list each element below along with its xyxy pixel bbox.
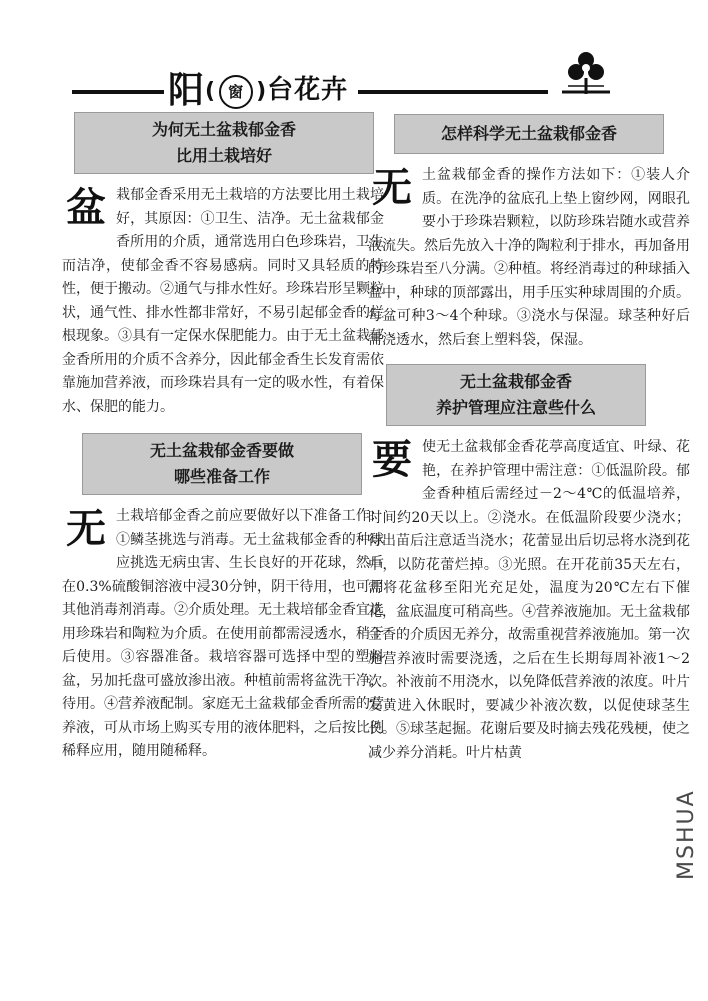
column-title: 阳( 窗 )台花卉 [168,70,349,111]
column-title-main: 阳 [168,70,206,111]
right-column [368,112,690,765]
watermark: MSHUA [674,789,699,880]
header-rule-left [72,90,164,94]
flower-logo-icon [556,50,616,100]
page-header [0,0,708,112]
section-body-1: 盆栽郁金香采用无土栽培的方法要比用土栽培好，其原因：①卫生、洁净。无土盆栽郁金香所用的介质，通常选用白色珍珠岩，卫生而洁净，使郁金香不容易感病。同时又具轻质的特性，便于搬动。②通气与排水性好。珍珠岩形呈颗粒状，通气性、排水性都非常好，不易引起郁金香的烂根现象。③具有一定保水保肥能力。由于无土盆栽郁金香所用的介质不含养分，因此郁金香生长发育需依靠施加营养液，而珍珠岩具有一定的吸水性，有着保水、保肥的能力。 [62,185,384,415]
left-column [62,112,384,764]
section-title-1: 为何无土盆栽郁金香 比用土栽培好 [74,112,374,174]
section-title-2: 无土盆栽郁金香要做 哪些准备工作 [82,433,362,495]
section-title-3: 怎样科学无土盆栽郁金香 [394,114,664,154]
column-title-seal: 窗 [219,75,253,109]
dropcap-3: 无 [372,165,412,211]
section-body-2: 无土栽培郁金香之前应要做好以下准备工作：①鳞茎挑选与消毒。无土盆栽郁金香的种球应挑选无病虫害、生长良好的开花球，然后在0.3%硫酸铜溶液中浸30分钟，阴干待用，也可用其他消毒剂消毒。②介质处理。无土栽培郁金香宜选用珍珠岩和陶粒为介质。在使用前都需浸透水，稍干后使用。③容器准备。栽培容器可选择中型的塑料盆，另加托盘可盛放渗出液。种植前需将盆洗干净，待用。④营养液配制。家庭无土盆栽郁金香所需的营养液，可从市场上购买专用的液体肥料，之后按比例稀释应用，随用随稀释。 [62,506,384,759]
section-body-4: 要使无土盆栽郁金香花葶高度适宜、叶绿、花艳，在养护管理中需注意：①低温阶段。郁金香种植后需经过－2～4℃的低温培养，时间约20天以上。②浇水。在低温阶段要少浇水；待出苗后注意适当浇水；花蕾显出后切忌将水浇到花中，以防花蕾烂掉。③光照。在开花前35天左右，需将花盆移至阳光充足处，温度为20℃左右下催花，盆底温度可稍高些。④营养液施加。无土盆栽郁金香的介质因无养分，故需重视营养液施加。第一次施营养液时需要浇透，之后在生长期每周补液1～2次。补液前不用浇水，以免降低营养液的浓度。叶片发黄进入休眠时，要减少补液次数，以促使球茎生长。⑤球茎起掘。花谢后要及时摘去残花残梗，使之减少养分消耗。叶片枯黄 [368,437,690,761]
header-rule-right [358,90,548,94]
dropcap-2: 无 [66,506,106,552]
column-title-rest: 台花卉 [267,75,349,105]
section-body-3: 无土盆栽郁金香的操作方法如下：①装人介质。在洗净的盆底孔上垫上窗纱网，网眼孔要小于珍珠岩颗粒，以防珍珠岩随水或营养液流失。然后先放入十净的陶粒利于排水，再加备用的珍珠岩至八分满。②种植。将经消毒过的种球插入盆中，种球的顶部露出，用手压实种球周围的介质。每盆可种3～4个种球。③浇水与保湿。球茎种好后需浇透水，然后套上塑料袋，保湿。 [368,165,690,348]
section-title-4: 无土盆栽郁金香 养护管理应注意些什么 [386,364,646,426]
dropcap-1: 盆 [66,185,106,231]
dropcap-4: 要 [372,437,412,483]
